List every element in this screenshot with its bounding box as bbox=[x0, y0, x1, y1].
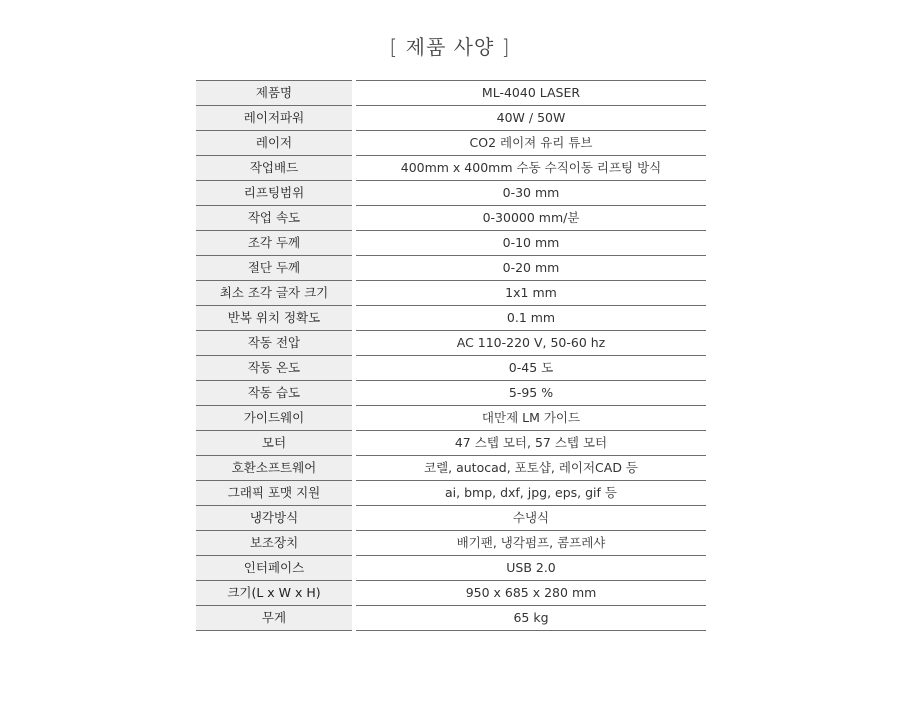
spec-value: ai, bmp, dxf, jpg, eps, gif 등 bbox=[356, 480, 706, 505]
spec-value: 950 x 685 x 280 mm bbox=[356, 580, 706, 605]
spec-value: USB 2.0 bbox=[356, 555, 706, 580]
spec-value: 65 kg bbox=[356, 605, 706, 631]
spec-label: 모터 bbox=[196, 430, 352, 455]
spec-row bbox=[196, 480, 706, 505]
spec-label: 냉각방식 bbox=[196, 505, 352, 530]
spec-row bbox=[196, 405, 706, 430]
spec-value: 배기팬, 냉각펌프, 콤프레샤 bbox=[356, 530, 706, 555]
spec-label: 레이저파워 bbox=[196, 105, 352, 130]
spec-label: 조각 두께 bbox=[196, 230, 352, 255]
spec-row bbox=[196, 505, 706, 530]
spec-label: 레이저 bbox=[196, 130, 352, 155]
spec-value: 0-30 mm bbox=[356, 180, 706, 205]
spec-label: 무게 bbox=[196, 605, 352, 631]
spec-value: AC 110-220 V, 50-60 hz bbox=[356, 330, 706, 355]
spec-row bbox=[196, 580, 706, 605]
spec-value: 0-20 mm bbox=[356, 255, 706, 280]
spec-label: 최소 조각 글자 크기 bbox=[196, 280, 352, 305]
spec-row bbox=[196, 180, 706, 205]
spec-value: 0-10 mm bbox=[356, 230, 706, 255]
spec-row bbox=[196, 355, 706, 380]
spec-row bbox=[196, 205, 706, 230]
spec-row bbox=[196, 605, 706, 631]
spec-value: 40W / 50W bbox=[356, 105, 706, 130]
spec-value: 400mm x 400mm 수동 수직이동 리프팅 방식 bbox=[356, 155, 706, 180]
spec-label: 크기(L x W x H) bbox=[196, 580, 352, 605]
spec-value: 1x1 mm bbox=[356, 280, 706, 305]
spec-label: 호환소프트웨어 bbox=[196, 455, 352, 480]
spec-value: 0-45 도 bbox=[356, 355, 706, 380]
spec-label: 인터페이스 bbox=[196, 555, 352, 580]
spec-value: 수냉식 bbox=[356, 505, 706, 530]
spec-row bbox=[196, 155, 706, 180]
spec-value: 0.1 mm bbox=[356, 305, 706, 330]
spec-label: 작동 온도 bbox=[196, 355, 352, 380]
spec-row bbox=[196, 430, 706, 455]
spec-row bbox=[196, 555, 706, 580]
spec-value: 5-95 % bbox=[356, 380, 706, 405]
spec-label: 가이드웨이 bbox=[196, 405, 352, 430]
spec-row bbox=[196, 380, 706, 405]
spec-row bbox=[196, 455, 706, 480]
spec-label: 반복 위치 정확도 bbox=[196, 305, 352, 330]
spec-row bbox=[196, 230, 706, 255]
spec-row bbox=[196, 530, 706, 555]
spec-row bbox=[196, 255, 706, 280]
spec-label: 작업배드 bbox=[196, 155, 352, 180]
spec-table bbox=[196, 80, 706, 631]
page-title: [ 제품 사양 ] bbox=[389, 35, 511, 59]
spec-label: 그래픽 포맷 지원 bbox=[196, 480, 352, 505]
spec-label: 절단 두께 bbox=[196, 255, 352, 280]
spec-row bbox=[196, 305, 706, 330]
spec-label: 작업 속도 bbox=[196, 205, 352, 230]
spec-row bbox=[196, 105, 706, 130]
spec-row bbox=[196, 280, 706, 305]
spec-value: CO2 레이져 유리 튜브 bbox=[356, 130, 706, 155]
spec-value: 코렐, autocad, 포토샵, 레이저CAD 등 bbox=[356, 455, 706, 480]
spec-row bbox=[196, 330, 706, 355]
spec-row bbox=[196, 130, 706, 155]
spec-label: 작동 전압 bbox=[196, 330, 352, 355]
spec-label: 보조장치 bbox=[196, 530, 352, 555]
spec-label: 리프팅범위 bbox=[196, 180, 352, 205]
spec-label: 작동 습도 bbox=[196, 380, 352, 405]
spec-value: 47 스텝 모터, 57 스텝 모터 bbox=[356, 430, 706, 455]
spec-value: 0-30000 mm/분 bbox=[356, 205, 706, 230]
spec-value: ML-4040 LASER bbox=[356, 80, 706, 105]
spec-label: 제품명 bbox=[196, 80, 352, 105]
spec-value: 대만제 LM 가이드 bbox=[356, 405, 706, 430]
spec-row bbox=[196, 80, 706, 105]
